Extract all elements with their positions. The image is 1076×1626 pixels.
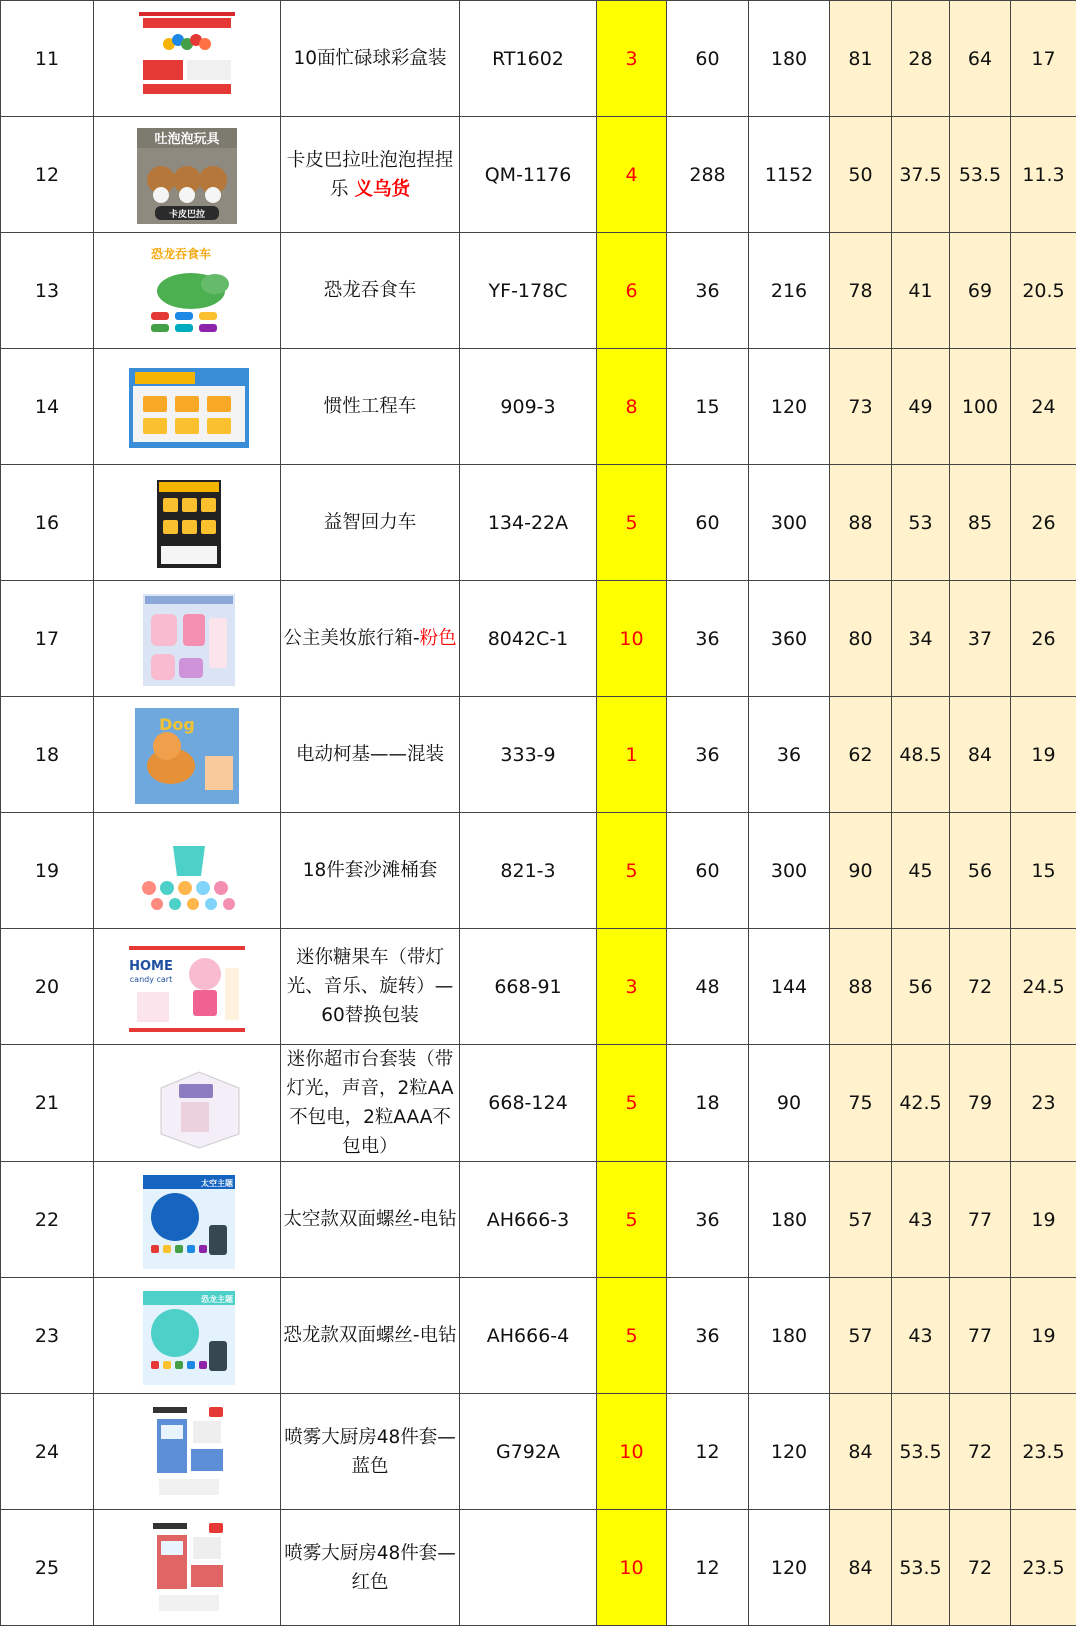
model-code-cell: G792A bbox=[460, 1394, 597, 1510]
quantity-cell: 10 bbox=[597, 581, 667, 697]
dimension-1-cell: 57 bbox=[830, 1162, 892, 1278]
pieces-per-carton-cell: 288 bbox=[667, 117, 749, 233]
product-name-text: 迷你超市台套装（带灯光，声音，2粒AA不包电，2粒AAA不包电） bbox=[286, 1049, 453, 1157]
table-row bbox=[1, 1394, 1076, 1510]
product-name-cell bbox=[281, 1, 460, 117]
quantity-cell: 1 bbox=[597, 697, 667, 813]
dimension-1-cell: 84 bbox=[830, 1394, 892, 1510]
product-name-text: 18件套沙滩桶套 bbox=[303, 860, 438, 881]
pieces-per-carton-cell: 36 bbox=[667, 1162, 749, 1278]
product-image-cell bbox=[94, 1, 281, 117]
dimension-2-cell: 43 bbox=[892, 1278, 950, 1394]
pieces-per-carton-cell: 36 bbox=[667, 697, 749, 813]
dimension-4-cell: 23.5 bbox=[1011, 1510, 1076, 1626]
product-thumbnail bbox=[121, 1513, 253, 1623]
product-name-text: 恐龙吞食车 bbox=[324, 280, 417, 301]
product-thumbnail bbox=[121, 932, 253, 1042]
row-number-cell: 25 bbox=[1, 1510, 94, 1626]
product-name-text: 卡皮巴拉吐泡泡捏捏乐 bbox=[287, 150, 454, 200]
dimension-1-cell: 75 bbox=[830, 1045, 892, 1162]
product-image-cell bbox=[94, 1510, 281, 1626]
product-name-text: 公主美妆旅行箱- bbox=[283, 628, 419, 649]
product-name-text: 喷雾大厨房48件套—红色 bbox=[284, 1543, 456, 1593]
dimension-4-cell: 19 bbox=[1011, 1162, 1076, 1278]
total-pieces-cell: 300 bbox=[749, 813, 830, 929]
dimension-4-cell: 17 bbox=[1011, 1, 1076, 117]
thumbnail-label: Dog bbox=[159, 715, 195, 734]
product-thumbnail bbox=[121, 1048, 253, 1158]
pieces-per-carton-cell: 36 bbox=[667, 1278, 749, 1394]
row-number-cell: 24 bbox=[1, 1394, 94, 1510]
product-image-cell bbox=[94, 697, 281, 813]
dimension-4-cell: 24 bbox=[1011, 349, 1076, 465]
dimension-1-cell: 84 bbox=[830, 1510, 892, 1626]
product-thumbnail bbox=[121, 1165, 253, 1275]
product-name-text: 10面忙碌球彩盒装 bbox=[293, 48, 446, 69]
table-row bbox=[1, 117, 1076, 233]
dimension-4-cell: 11.3 bbox=[1011, 117, 1076, 233]
product-thumbnail bbox=[121, 120, 253, 230]
dimension-3-cell: 72 bbox=[950, 1510, 1011, 1626]
product-image-cell bbox=[94, 349, 281, 465]
model-code-cell: YF-178C bbox=[460, 233, 597, 349]
product-image-cell bbox=[94, 581, 281, 697]
pieces-per-carton-cell: 15 bbox=[667, 349, 749, 465]
product-image-cell bbox=[94, 1045, 281, 1162]
dimension-3-cell: 79 bbox=[950, 1045, 1011, 1162]
thumbnail-label: candy cart bbox=[130, 975, 172, 984]
dimension-2-cell: 34 bbox=[892, 581, 950, 697]
product-name-cell bbox=[281, 1162, 460, 1278]
model-code-cell bbox=[460, 1510, 597, 1626]
table-row bbox=[1, 581, 1076, 697]
dimension-1-cell: 50 bbox=[830, 117, 892, 233]
model-code-cell: 821-3 bbox=[460, 813, 597, 929]
table-row bbox=[1, 1045, 1076, 1162]
total-pieces-cell: 120 bbox=[749, 1510, 830, 1626]
product-thumbnail bbox=[121, 4, 253, 114]
table-row bbox=[1, 349, 1076, 465]
quantity-cell: 10 bbox=[597, 1394, 667, 1510]
model-code-cell: RT1602 bbox=[460, 1, 597, 117]
dimension-3-cell: 53.5 bbox=[950, 117, 1011, 233]
product-name-text: 迷你糖果车（带灯光、音乐、旋转）—60替换包装 bbox=[287, 947, 454, 1026]
product-image-cell bbox=[94, 1394, 281, 1510]
dimension-4-cell: 26 bbox=[1011, 581, 1076, 697]
quantity-cell: 5 bbox=[597, 465, 667, 581]
thumbnail-label: 太空主题 bbox=[201, 1178, 233, 1188]
total-pieces-cell: 216 bbox=[749, 233, 830, 349]
dimension-2-cell: 53.5 bbox=[892, 1394, 950, 1510]
product-image-cell bbox=[94, 813, 281, 929]
pieces-per-carton-cell: 36 bbox=[667, 233, 749, 349]
product-name-highlight: 义乌货 bbox=[354, 179, 410, 200]
product-image-cell bbox=[94, 1278, 281, 1394]
total-pieces-cell: 300 bbox=[749, 465, 830, 581]
quantity-cell: 3 bbox=[597, 929, 667, 1045]
product-thumbnail bbox=[121, 1397, 253, 1507]
thumbnail-label: 吐泡泡玩具 bbox=[154, 131, 220, 147]
product-name-text: 益智回力车 bbox=[324, 512, 417, 533]
row-number-cell: 19 bbox=[1, 813, 94, 929]
product-name-text: 恐龙款双面螺丝-电钻 bbox=[283, 1325, 456, 1346]
quantity-cell: 5 bbox=[597, 813, 667, 929]
dimension-3-cell: 85 bbox=[950, 465, 1011, 581]
product-name-cell bbox=[281, 813, 460, 929]
pieces-per-carton-cell: 12 bbox=[667, 1510, 749, 1626]
product-image-cell bbox=[94, 1162, 281, 1278]
table-row bbox=[1, 1, 1076, 117]
pieces-per-carton-cell: 60 bbox=[667, 813, 749, 929]
dimension-2-cell: 37.5 bbox=[892, 117, 950, 233]
model-code-cell: 668-91 bbox=[460, 929, 597, 1045]
model-code-cell: QM-1176 bbox=[460, 117, 597, 233]
pieces-per-carton-cell: 48 bbox=[667, 929, 749, 1045]
product-thumbnail bbox=[121, 816, 253, 926]
model-code-cell: 8042C-1 bbox=[460, 581, 597, 697]
dimension-1-cell: 57 bbox=[830, 1278, 892, 1394]
pieces-per-carton-cell: 36 bbox=[667, 581, 749, 697]
dimension-4-cell: 23 bbox=[1011, 1045, 1076, 1162]
total-pieces-cell: 1152 bbox=[749, 117, 830, 233]
dimension-1-cell: 80 bbox=[830, 581, 892, 697]
dimension-3-cell: 69 bbox=[950, 233, 1011, 349]
dimension-1-cell: 62 bbox=[830, 697, 892, 813]
product-thumbnail bbox=[121, 584, 253, 694]
product-name-cell bbox=[281, 349, 460, 465]
dimension-2-cell: 28 bbox=[892, 1, 950, 117]
dimension-2-cell: 56 bbox=[892, 929, 950, 1045]
quantity-cell: 5 bbox=[597, 1162, 667, 1278]
row-number-cell: 17 bbox=[1, 581, 94, 697]
dimension-3-cell: 64 bbox=[950, 1, 1011, 117]
dimension-3-cell: 84 bbox=[950, 697, 1011, 813]
dimension-4-cell: 19 bbox=[1011, 1278, 1076, 1394]
dimension-4-cell: 19 bbox=[1011, 697, 1076, 813]
product-thumbnail bbox=[121, 352, 253, 462]
product-thumbnail bbox=[121, 700, 253, 810]
quantity-cell: 10 bbox=[597, 1510, 667, 1626]
quantity-cell: 8 bbox=[597, 349, 667, 465]
product-name-cell bbox=[281, 117, 460, 233]
dimension-1-cell: 81 bbox=[830, 1, 892, 117]
row-number-cell: 21 bbox=[1, 1045, 94, 1162]
dimension-3-cell: 72 bbox=[950, 1394, 1011, 1510]
dimension-2-cell: 48.5 bbox=[892, 697, 950, 813]
model-code-cell: 668-124 bbox=[460, 1045, 597, 1162]
model-code-cell: 333-9 bbox=[460, 697, 597, 813]
product-image-cell bbox=[94, 117, 281, 233]
dimension-1-cell: 90 bbox=[830, 813, 892, 929]
model-code-cell: 909-3 bbox=[460, 349, 597, 465]
table-row bbox=[1, 1278, 1076, 1394]
product-name-cell bbox=[281, 581, 460, 697]
dimension-2-cell: 43 bbox=[892, 1162, 950, 1278]
total-pieces-cell: 90 bbox=[749, 1045, 830, 1162]
total-pieces-cell: 180 bbox=[749, 1278, 830, 1394]
total-pieces-cell: 144 bbox=[749, 929, 830, 1045]
product-thumbnail bbox=[121, 468, 253, 578]
thumbnail-label: 恐龙主题 bbox=[201, 1294, 233, 1304]
product-thumbnail bbox=[121, 1281, 253, 1391]
dimension-4-cell: 24.5 bbox=[1011, 929, 1076, 1045]
dimension-2-cell: 53 bbox=[892, 465, 950, 581]
row-number-cell: 12 bbox=[1, 117, 94, 233]
row-number-cell: 11 bbox=[1, 1, 94, 117]
row-number-cell: 13 bbox=[1, 233, 94, 349]
total-pieces-cell: 180 bbox=[749, 1162, 830, 1278]
total-pieces-cell: 120 bbox=[749, 349, 830, 465]
dimension-3-cell: 77 bbox=[950, 1162, 1011, 1278]
dimension-4-cell: 20.5 bbox=[1011, 233, 1076, 349]
total-pieces-cell: 120 bbox=[749, 1394, 830, 1510]
total-pieces-cell: 360 bbox=[749, 581, 830, 697]
table-row bbox=[1, 813, 1076, 929]
pieces-per-carton-cell: 18 bbox=[667, 1045, 749, 1162]
dimension-2-cell: 42.5 bbox=[892, 1045, 950, 1162]
quantity-cell: 5 bbox=[597, 1045, 667, 1162]
dimension-3-cell: 77 bbox=[950, 1278, 1011, 1394]
table-row bbox=[1, 929, 1076, 1045]
thumbnail-label: HOME bbox=[129, 959, 173, 974]
product-name-cell bbox=[281, 1045, 460, 1162]
product-image-cell bbox=[94, 929, 281, 1045]
dimension-3-cell: 37 bbox=[950, 581, 1011, 697]
dimension-3-cell: 56 bbox=[950, 813, 1011, 929]
table-row bbox=[1, 1162, 1076, 1278]
dimension-1-cell: 78 bbox=[830, 233, 892, 349]
product-thumbnail bbox=[121, 236, 253, 346]
dimension-1-cell: 88 bbox=[830, 929, 892, 1045]
quantity-cell: 3 bbox=[597, 1, 667, 117]
dimension-2-cell: 49 bbox=[892, 349, 950, 465]
model-code-cell: AH666-4 bbox=[460, 1278, 597, 1394]
quantity-cell: 4 bbox=[597, 117, 667, 233]
product-name-text: 喷雾大厨房48件套—蓝色 bbox=[284, 1427, 456, 1477]
dimension-2-cell: 41 bbox=[892, 233, 950, 349]
total-pieces-cell: 180 bbox=[749, 1, 830, 117]
product-name-text: 太空款双面螺丝-电钻 bbox=[283, 1209, 456, 1230]
product-name-cell bbox=[281, 465, 460, 581]
row-number-cell: 23 bbox=[1, 1278, 94, 1394]
row-number-cell: 18 bbox=[1, 697, 94, 813]
pieces-per-carton-cell: 60 bbox=[667, 465, 749, 581]
dimension-4-cell: 23.5 bbox=[1011, 1394, 1076, 1510]
product-name-cell bbox=[281, 1394, 460, 1510]
product-name-text: 惯性工程车 bbox=[324, 396, 417, 417]
table-body bbox=[1, 1, 1076, 1626]
product-name-highlight: 粉色 bbox=[420, 628, 457, 649]
dimension-1-cell: 88 bbox=[830, 465, 892, 581]
row-number-cell: 22 bbox=[1, 1162, 94, 1278]
product-name-text: 电动柯基——混装 bbox=[296, 744, 444, 765]
model-code-cell: AH666-3 bbox=[460, 1162, 597, 1278]
dimension-2-cell: 53.5 bbox=[892, 1510, 950, 1626]
model-code-cell: 134-22A bbox=[460, 465, 597, 581]
product-name-cell bbox=[281, 697, 460, 813]
thumbnail-label: 卡皮巴拉 bbox=[169, 208, 205, 220]
pieces-per-carton-cell: 60 bbox=[667, 1, 749, 117]
product-name-cell bbox=[281, 929, 460, 1045]
row-number-cell: 20 bbox=[1, 929, 94, 1045]
table-row bbox=[1, 697, 1076, 813]
dimension-4-cell: 15 bbox=[1011, 813, 1076, 929]
dimension-1-cell: 73 bbox=[830, 349, 892, 465]
quantity-cell: 6 bbox=[597, 233, 667, 349]
table-row bbox=[1, 465, 1076, 581]
thumbnail-label: 恐龙吞食车 bbox=[151, 246, 211, 261]
dimension-3-cell: 100 bbox=[950, 349, 1011, 465]
product-image-cell bbox=[94, 465, 281, 581]
row-number-cell: 14 bbox=[1, 349, 94, 465]
product-image-cell bbox=[94, 233, 281, 349]
product-name-cell bbox=[281, 1510, 460, 1626]
product-name-cell bbox=[281, 1278, 460, 1394]
table-row bbox=[1, 1510, 1076, 1626]
dimension-2-cell: 45 bbox=[892, 813, 950, 929]
pieces-per-carton-cell: 12 bbox=[667, 1394, 749, 1510]
quantity-cell: 5 bbox=[597, 1278, 667, 1394]
table-row bbox=[1, 233, 1076, 349]
row-number-cell: 16 bbox=[1, 465, 94, 581]
total-pieces-cell: 36 bbox=[749, 697, 830, 813]
dimension-3-cell: 72 bbox=[950, 929, 1011, 1045]
product-name-cell bbox=[281, 233, 460, 349]
dimension-4-cell: 26 bbox=[1011, 465, 1076, 581]
